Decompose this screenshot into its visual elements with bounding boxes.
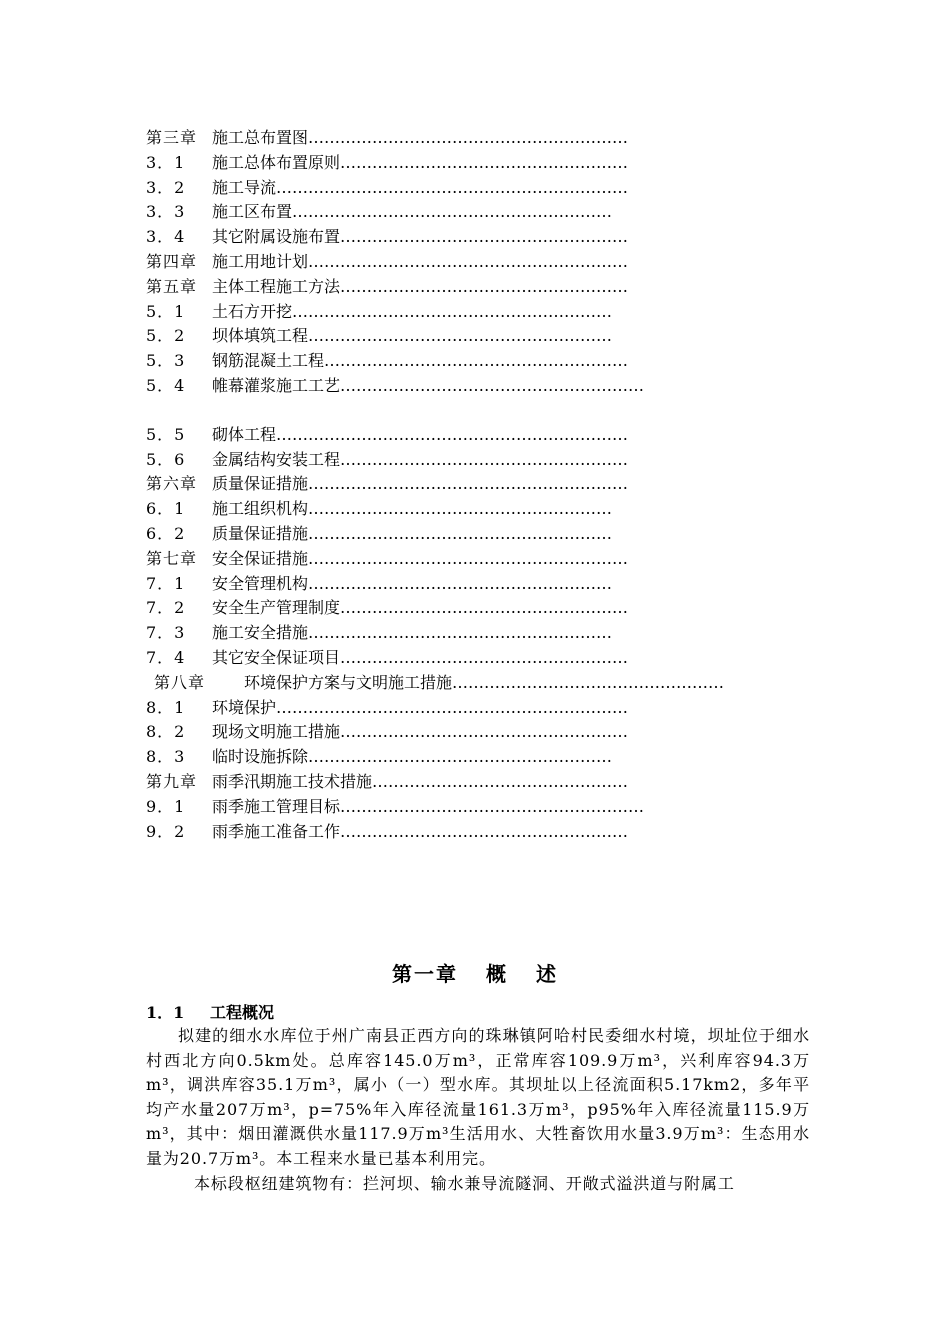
toc-leader: ……………………………………………… — [340, 276, 629, 296]
toc-entry[interactable] — [146, 250, 786, 275]
toc-leader: ………………………………………………… — [308, 523, 613, 543]
chapter-number: 第一章 — [392, 962, 458, 986]
body-text — [146, 1024, 810, 1196]
toc-leader: …………………………………………… — [452, 672, 725, 692]
toc-entry[interactable] — [146, 671, 786, 696]
toc-spacer — [146, 399, 786, 423]
toc-entry[interactable] — [146, 696, 786, 721]
toc-number: 第五章 — [146, 276, 198, 296]
toc-number: 5．5 — [146, 424, 186, 444]
toc-title: 雨季施工管理目标 — [212, 796, 341, 816]
paragraph: 拟建的细水水库位于州广南县正西方向的珠琳镇阿哈村民委细水村境，坝址位于细水村西北方向0.5km处。总库容145.0万m³，正常库容109.9万m³，兴利库容94.3万m³，调洪库容35.1万m³，属小（一）型水库。其坝址以上径流面积5.17km2，多年平均产水量207万m³，p=75%年入库径流量161.3万m³，p95%年入库径流量115.9万m³，其中：烟田灌溉供水量117.9万m³生活用水、大牲畜饮用水量3.9万m³：生态用水量为20.7万m³。本工程来水量已基本利用完。 — [146, 1026, 810, 1168]
toc-entry[interactable] — [146, 176, 786, 201]
toc-leader: ………………………………………… — [372, 771, 629, 791]
section-title: 工程概况 — [210, 1003, 275, 1022]
toc-leader: …………………………………………………… — [308, 251, 629, 271]
toc-leader: ………………………………………………………… — [276, 177, 629, 197]
toc-number: 5．1 — [146, 301, 186, 321]
toc-entry[interactable] — [146, 126, 786, 151]
toc-title: 施工总布置图 — [212, 128, 309, 147]
toc-number: 第八章 — [154, 672, 206, 692]
paragraph: 本标段枢纽建筑物有：拦河坝、输水兼导流隧洞、开敞式溢洪道与附属工 — [194, 1173, 735, 1193]
section-number: 1．1 — [146, 1003, 185, 1022]
toc-number: 第六章 — [146, 474, 198, 494]
table-of-contents — [146, 126, 786, 844]
toc-entry[interactable] — [146, 423, 786, 448]
toc-leader: ……………………………………………… — [340, 647, 629, 667]
toc-title: 施工总体布置原则 — [212, 152, 341, 172]
toc-entry[interactable] — [146, 374, 786, 399]
toc-leader: ……………………………………………… — [340, 152, 629, 172]
toc-title: 施工组织机构 — [212, 499, 309, 519]
toc-number: 9．1 — [146, 796, 186, 816]
toc-entry[interactable] — [146, 522, 786, 547]
toc-number: 9．2 — [146, 821, 186, 841]
chapter-title-char-1: 概 — [486, 962, 508, 986]
toc-number: 第九章 — [146, 771, 198, 791]
toc-entry[interactable] — [146, 596, 786, 621]
toc-number: 第四章 — [146, 251, 198, 271]
toc-leader: ………………………………………………… — [308, 623, 613, 643]
toc-number: 第三章 — [146, 128, 198, 147]
toc-entry[interactable] — [146, 646, 786, 671]
toc-leader: ……………………………………………… — [340, 722, 629, 742]
toc-entry[interactable] — [146, 324, 786, 349]
toc-number: 6．1 — [146, 499, 186, 519]
toc-title: 施工用地计划 — [212, 251, 309, 271]
toc-entry[interactable] — [146, 349, 786, 374]
toc-entry[interactable] — [146, 621, 786, 646]
toc-title: 质量保证措施 — [212, 474, 309, 494]
toc-entry[interactable] — [146, 225, 786, 250]
toc-number: 3．2 — [146, 177, 186, 197]
toc-title: 砌体工程 — [212, 424, 277, 444]
toc-entry[interactable] — [146, 745, 786, 770]
toc-entry[interactable] — [146, 795, 786, 820]
toc-number: 8．1 — [146, 697, 186, 717]
toc-title: 土石方开挖 — [212, 301, 293, 321]
section-heading — [146, 1000, 274, 1023]
toc-number: 7．1 — [146, 573, 186, 593]
toc-number: 5．2 — [146, 326, 186, 346]
toc-leader: ………………………………………………… — [308, 499, 613, 519]
toc-title: 其它附属设施布置 — [212, 227, 341, 247]
toc-title: 施工导流 — [212, 177, 277, 197]
toc-number: 第七章 — [146, 548, 198, 568]
toc-title: 施工安全措施 — [212, 623, 309, 643]
toc-leader: …………………………………………………… — [308, 128, 629, 147]
toc-entry[interactable] — [146, 572, 786, 597]
toc-entry[interactable] — [146, 770, 786, 795]
toc-entry[interactable] — [146, 448, 786, 473]
toc-number: 7．2 — [146, 598, 186, 618]
toc-title: 雨季施工准备工作 — [212, 821, 341, 841]
toc-number: 5．4 — [146, 375, 186, 395]
toc-title: 其它安全保证项目 — [212, 647, 341, 667]
toc-entry[interactable] — [146, 275, 786, 300]
toc-title: 安全生产管理制度 — [212, 598, 341, 618]
toc-number: 7．3 — [146, 623, 186, 643]
toc-leader: ………………………………………………………… — [276, 697, 629, 717]
toc-entry[interactable] — [146, 720, 786, 745]
toc-number: 3．4 — [146, 227, 186, 247]
toc-title: 临时设施拆除 — [212, 747, 309, 767]
toc-number: 8．3 — [146, 747, 186, 767]
toc-leader: ………………………………………………… — [308, 747, 613, 767]
chapter-title-char-2: 述 — [536, 962, 558, 986]
toc-title: 雨季汛期施工技术措施 — [212, 771, 373, 791]
toc-entry[interactable] — [146, 547, 786, 572]
toc-leader: …………………………………………………… — [292, 301, 613, 321]
toc-leader: ……………………………………………… — [340, 821, 629, 841]
toc-leader: ………………………………………………… — [340, 375, 645, 395]
toc-entry[interactable] — [146, 820, 786, 845]
toc-entry[interactable] — [146, 151, 786, 176]
toc-leader: ………………………………………………………… — [276, 424, 629, 444]
toc-title: 安全管理机构 — [212, 573, 309, 593]
toc-number: 6．2 — [146, 523, 186, 543]
toc-title: 安全保证措施 — [212, 548, 309, 568]
toc-leader: ………………………………………………… — [308, 573, 613, 593]
toc-leader: ……………………………………………… — [340, 227, 629, 247]
toc-number: 8．2 — [146, 722, 186, 742]
toc-leader: …………………………………………………… — [292, 202, 613, 222]
toc-entry[interactable] — [146, 497, 786, 522]
toc-number: 3．1 — [146, 152, 186, 172]
toc-title: 环境保护 — [212, 697, 277, 717]
toc-leader: ………………………………………………… — [324, 351, 629, 371]
toc-number: 3．3 — [146, 202, 186, 222]
toc-number: 5．3 — [146, 351, 186, 371]
toc-number: 7．4 — [146, 647, 186, 667]
toc-title: 现场文明施工措施 — [212, 722, 341, 742]
toc-leader: ……………………………………………… — [340, 449, 629, 469]
toc-title: 帷幕灌浆施工工艺 — [212, 375, 341, 395]
toc-title: 环境保护方案与文明施工措施 — [244, 672, 453, 692]
toc-title: 质量保证措施 — [212, 523, 309, 543]
toc-title: 金属结构安装工程 — [212, 449, 341, 469]
toc-leader: …………………………………………………… — [308, 474, 629, 494]
toc-leader: …………………………………………………… — [308, 548, 629, 568]
chapter-heading — [0, 958, 950, 987]
toc-title: 施工区布置 — [212, 202, 293, 222]
toc-leader: ………………………………………………… — [340, 796, 645, 816]
toc-title: 坝体填筑工程 — [212, 326, 309, 346]
toc-entry[interactable] — [146, 300, 786, 325]
toc-leader: ……………………………………………… — [340, 598, 629, 618]
toc-title: 钢筋混凝土工程 — [212, 351, 325, 371]
toc-entry[interactable] — [146, 200, 786, 225]
toc-number: 5．6 — [146, 449, 186, 469]
toc-leader: ………………………………………………… — [308, 326, 613, 346]
toc-entry[interactable] — [146, 472, 786, 497]
toc-title: 主体工程施工方法 — [212, 276, 341, 296]
